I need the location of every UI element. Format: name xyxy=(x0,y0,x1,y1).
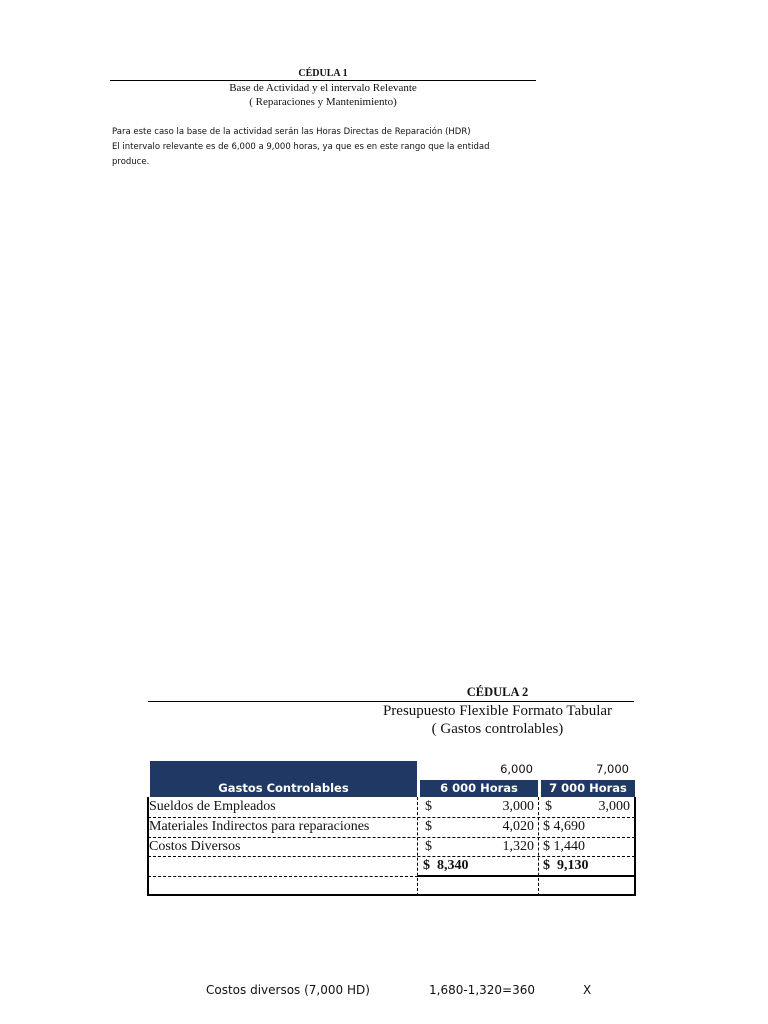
row-label: Materiales Indirectos para reparaciones xyxy=(149,819,370,834)
footer-formula: 1,680-1,320=360 xyxy=(429,983,535,997)
activity-level-6000: 6,000 xyxy=(500,762,533,776)
row-divider xyxy=(148,876,418,877)
column-header-7000-horas: 7 000 Horas xyxy=(541,780,635,797)
amount-6000: 4,020 xyxy=(502,819,534,834)
amount-6000: 3,000 xyxy=(502,799,534,814)
amount-6000: 1,320 xyxy=(502,839,534,854)
cedula-1-paragraph-line: produce. xyxy=(112,157,150,167)
cedula-1-paragraph-line: El intervalo relevante es de 6,000 a 9,000 horas, ya que es en este rango que la entidad xyxy=(112,142,490,152)
activity-level-7000: 7,000 xyxy=(596,762,629,776)
amount-7000: $ 4,690 xyxy=(543,819,585,834)
cedula-2-subtitle: Presupuesto Flexible Formato Tabular xyxy=(382,703,613,719)
totals-underline xyxy=(418,875,635,877)
row-divider xyxy=(148,856,635,857)
row-divider xyxy=(148,817,635,818)
amount-7000: 3,000 xyxy=(598,799,630,814)
dollar-sign: $ xyxy=(425,799,432,814)
amount-7000: $ 1,440 xyxy=(543,839,585,854)
cedula-1-title: CÉDULA 1 xyxy=(298,68,348,79)
table-border-bottom xyxy=(148,894,635,896)
column-divider xyxy=(417,797,418,896)
row-label: Sueldos de Empleados xyxy=(149,799,276,814)
footer-mark: X xyxy=(583,983,592,997)
cedula-1-rule xyxy=(110,80,536,81)
column-header-6000-horas: 6 000 Horas xyxy=(420,780,538,797)
dollar-sign: $ xyxy=(425,819,432,834)
table-border-right xyxy=(634,797,636,896)
header-band xyxy=(150,761,417,780)
cedula-1-subtitle: Base de Actividad y el intervalo Relevante xyxy=(229,82,417,94)
table-header-row xyxy=(150,780,635,797)
row-divider xyxy=(148,837,635,838)
cedula-2-subtitle-2: ( Gastos controlables) xyxy=(431,721,564,737)
dollar-sign: $ xyxy=(545,799,552,814)
row-label: Costos Diversos xyxy=(149,839,241,854)
dollar-sign: $ xyxy=(425,839,432,854)
footer-label: Costos diversos (7,000 HD) xyxy=(206,983,370,997)
column-header-gastos: Gastos Controlables xyxy=(150,780,417,797)
cedula-2-title: CÉDULA 2 xyxy=(466,685,529,699)
column-divider xyxy=(538,797,539,896)
total-6000: $ 8,340 xyxy=(423,858,469,873)
cedula-1-paragraph-line: Para este caso la base de la actividad serán las Horas Directas de Reparación (HDR) xyxy=(112,127,471,137)
total-7000: $ 9,130 xyxy=(543,858,589,873)
cedula-2-rule xyxy=(148,701,634,702)
cedula-1-subtitle-2: ( Reparaciones y Mantenimiento) xyxy=(249,96,397,108)
